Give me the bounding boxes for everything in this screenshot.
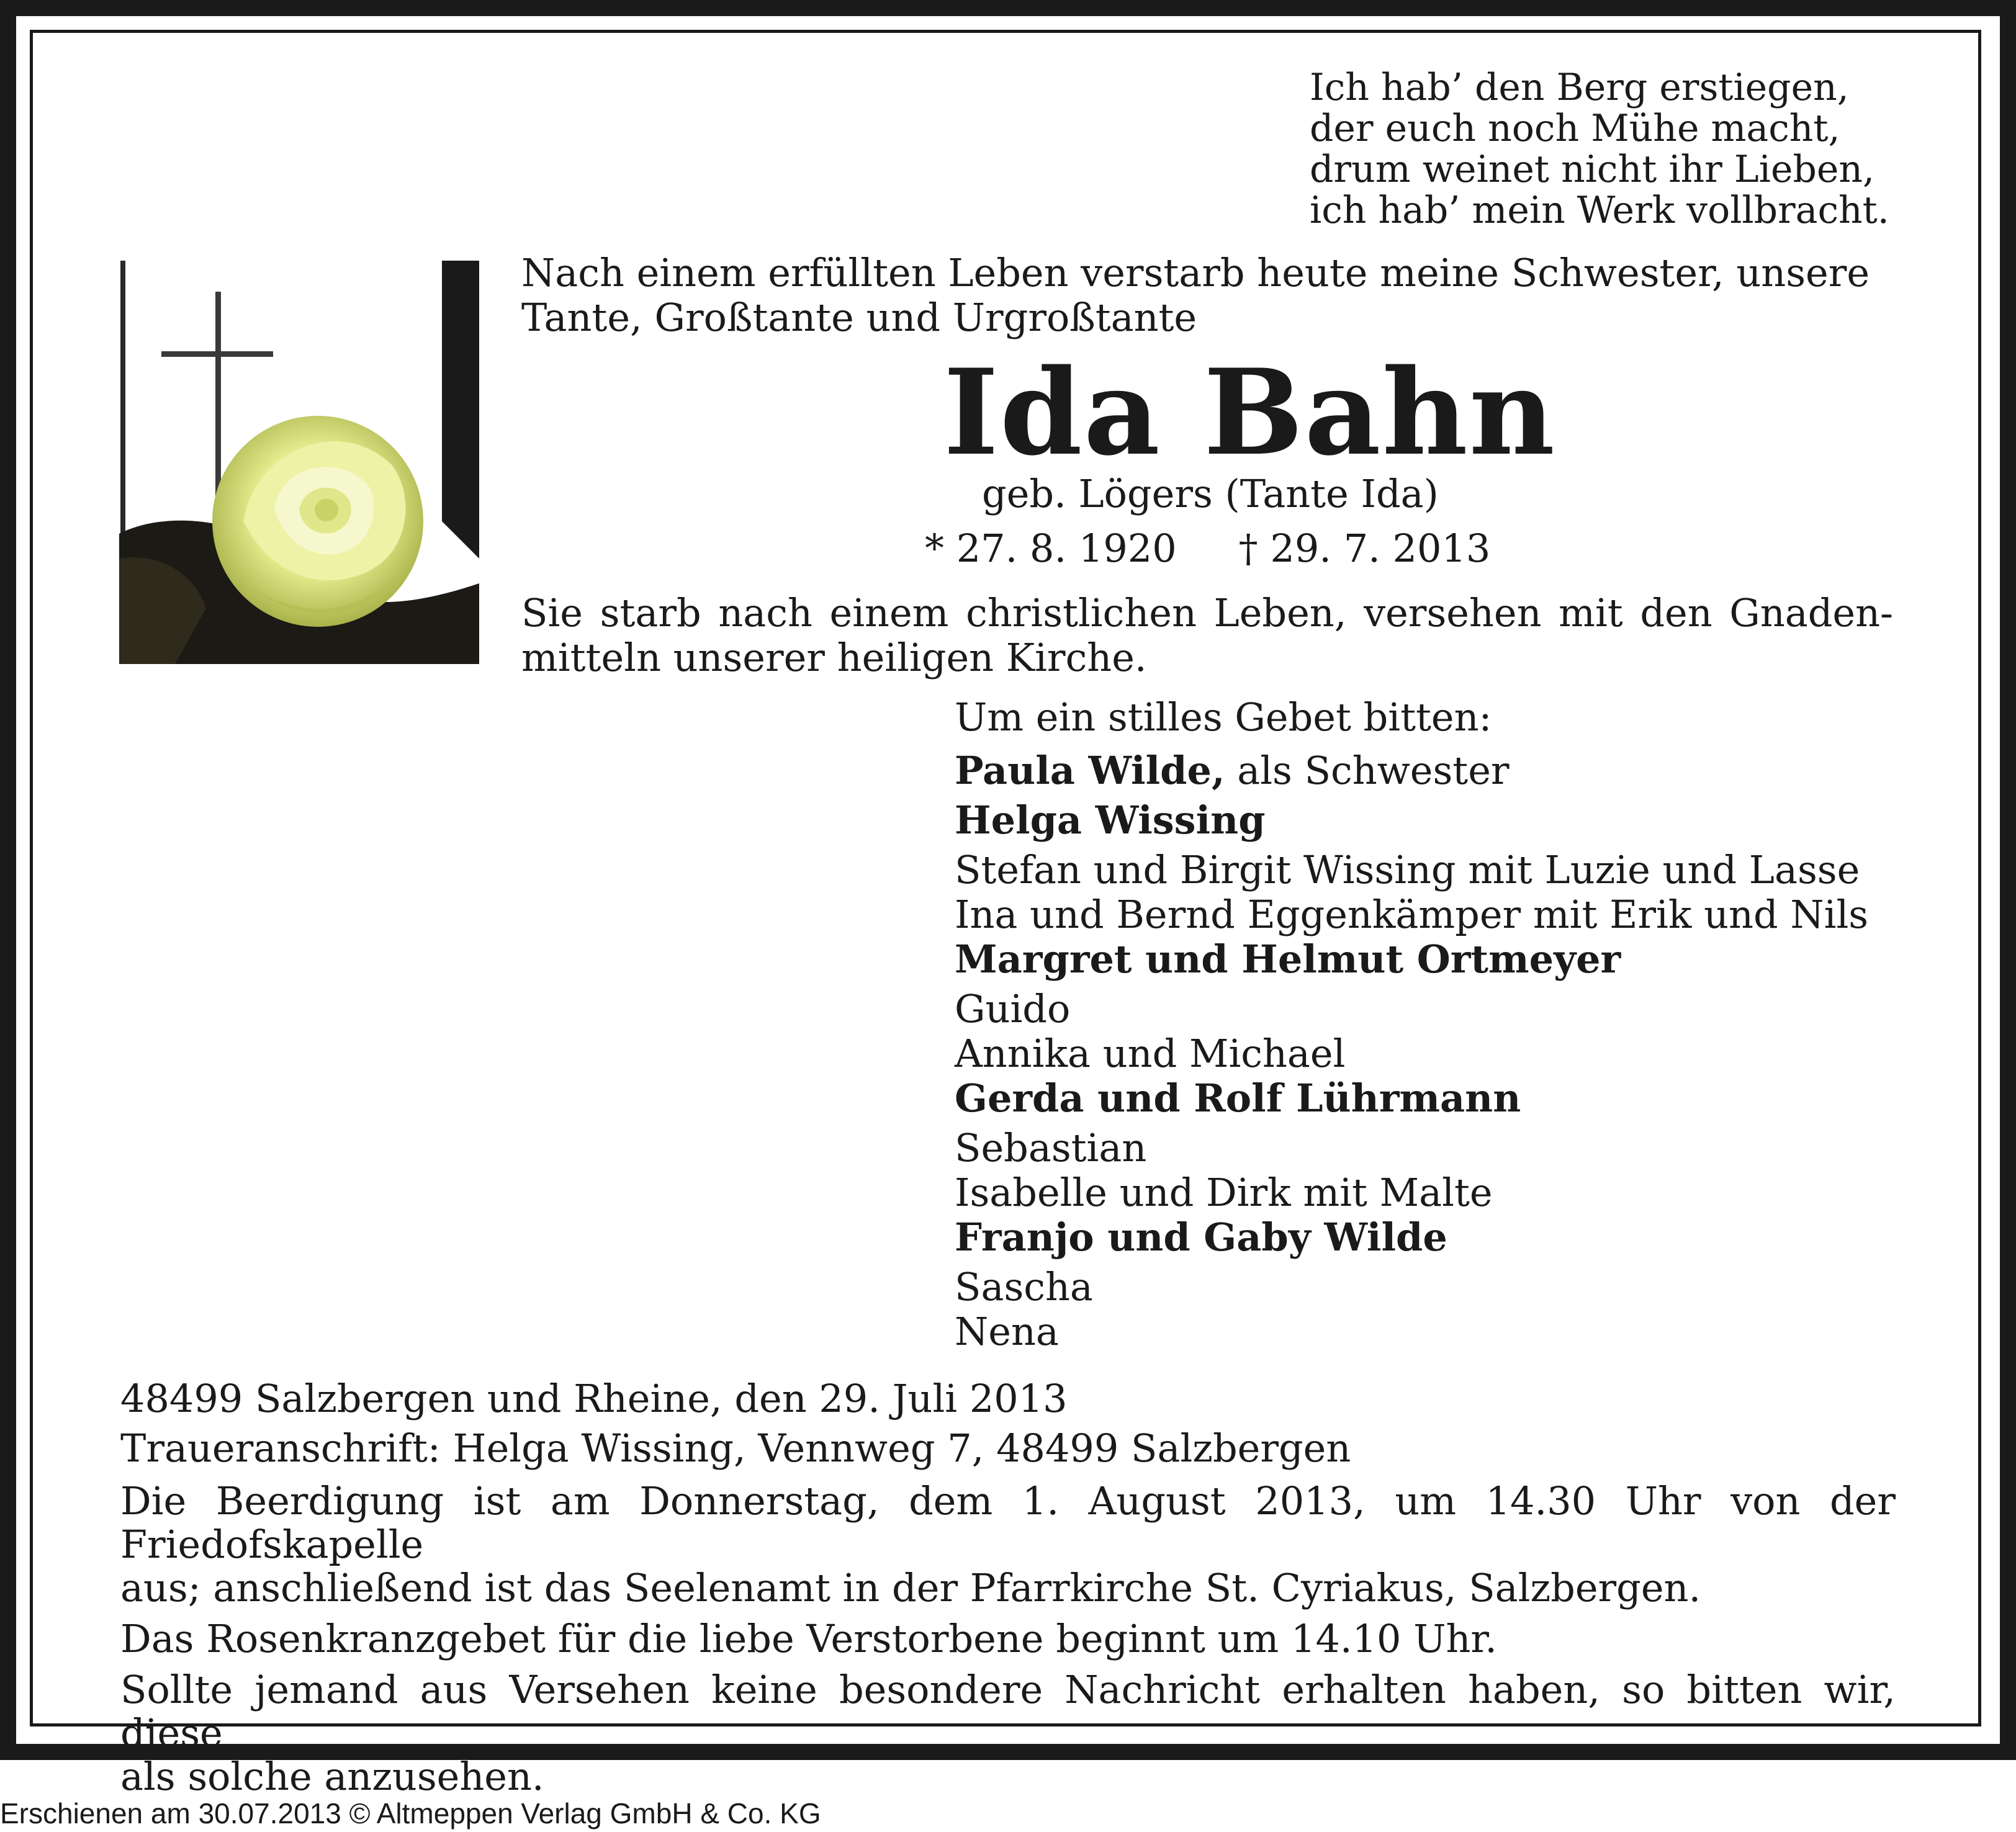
card-edge xyxy=(120,261,125,534)
poem-line: Ich hab’ den Berg erstiegen, xyxy=(1310,66,1849,109)
place-and-address xyxy=(120,1374,1351,1473)
deceased-name: Ida Bahn xyxy=(943,343,1556,482)
mourner-family: Nena xyxy=(955,1309,1059,1354)
funeral-info xyxy=(120,1480,1896,1798)
rosary-info: Das Rosenkranzgebet für die liebe Verstorbene beginnt um 14.10 Uhr. xyxy=(120,1616,1497,1661)
intro-text xyxy=(521,251,1870,340)
christian-line: mitteln unserer heiligen Kirche. xyxy=(521,635,1147,680)
christian-life-text xyxy=(521,591,1893,680)
memorial-picture xyxy=(119,261,479,664)
mourner-entry xyxy=(955,748,1868,798)
life-dates xyxy=(925,526,1490,571)
notice-line: als solche anzusehen. xyxy=(120,1754,544,1799)
poem-line: drum weinet nicht ihr Lieben, xyxy=(1310,148,1875,191)
maiden-name: geb. Lögers (Tante Ida) xyxy=(982,471,1439,516)
mourner-relation: als Schwester xyxy=(1225,748,1510,793)
intro-line: Tante, Großtante und Urgroßtante xyxy=(521,295,1197,340)
mourner-family: Guido xyxy=(955,986,1071,1031)
prayer-request: Um ein stilles Gebet bitten: xyxy=(955,694,1492,740)
rose-and-cross-image xyxy=(119,261,479,664)
mourning-address: Traueranschrift: Helga Wissing, Vennweg 7, 48499 Salzbergen xyxy=(120,1426,1351,1471)
mourner-name: Paula Wilde, xyxy=(955,748,1225,793)
mourner-family: Stefan und Birgit Wissing mit Luzie und Lasse xyxy=(955,847,1860,892)
birth-date: * 27. 8. 1920 xyxy=(925,526,1177,571)
notice-line: Sollte jemand aus Versehen keine besondere Nachricht erhalten haben, so bitten wir, diese xyxy=(120,1667,1896,1756)
christian-line: Sie starb nach einem christlichen Leben, versehen mit den Gnaden- xyxy=(521,590,1893,635)
publication-footer: Erschienen am 30.07.2013 © Altmeppen Verlag GmbH & Co. KG xyxy=(0,1797,821,1830)
place-date: 48499 Salzbergen und Rheine, den 29. Juli 2013 xyxy=(120,1376,1068,1421)
intro-line: Nach einem erfüllten Leben verstarb heute meine Schwester, unsere xyxy=(521,250,1870,295)
rose-image xyxy=(212,416,423,627)
card-shadow xyxy=(442,261,479,559)
death-date: † 29. 7. 2013 xyxy=(1238,526,1491,571)
mourner-name: Margret und Helmut Ortmeyer xyxy=(955,936,1621,982)
poem-line: ich hab’ mein Werk vollbracht. xyxy=(1310,189,1889,232)
mourner-family: Sascha xyxy=(955,1264,1093,1309)
mourner-name: Franjo und Gaby Wilde xyxy=(955,1215,1447,1260)
poem xyxy=(1310,67,1889,231)
funeral-line: aus; anschließend ist das Seelenamt in der Pfarrkirche St. Cyriakus, Salzbergen. xyxy=(120,1565,1701,1610)
mourners-list xyxy=(955,748,1868,1354)
mourner-name: Helga Wissing xyxy=(955,797,1266,843)
poem-line: der euch noch Mühe macht, xyxy=(1310,107,1840,150)
mourner-name: Gerda und Rolf Lührmann xyxy=(955,1075,1521,1121)
mourner-family: Ina und Bernd Eggenkämper mit Erik und Nils xyxy=(955,892,1869,937)
funeral-line: Die Beerdigung ist am Donnerstag, dem 1. August 2013, um 14.30 Uhr von der Friedofskapelle xyxy=(120,1478,1896,1567)
mourner-family: Sebastian xyxy=(955,1125,1147,1170)
mourner-family: Annika und Michael xyxy=(955,1031,1346,1076)
mourner-family: Isabelle und Dirk mit Malte xyxy=(955,1170,1493,1215)
